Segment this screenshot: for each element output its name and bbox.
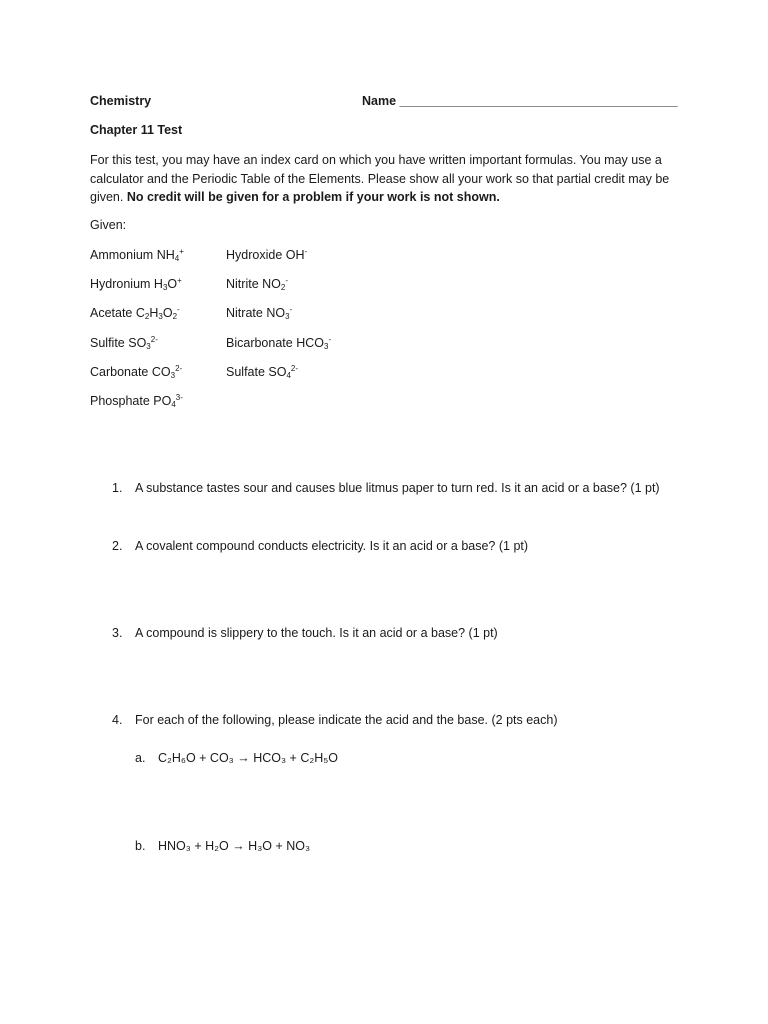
ion-bicarbonate: Bicarbonate $HCO_3^-$ xyxy=(226,335,332,351)
ion-ammonium: Ammonium $NH_4^+$ xyxy=(90,247,184,263)
ion-hydroxide: Hydroxide OH- xyxy=(226,247,308,262)
subpart-a-equation: C₂H₆O + CO₃ → HCO₃ + C₂H₅O xyxy=(158,751,338,765)
ion-acetate: Acetate $C_2H_3O_2^-$ xyxy=(90,305,180,321)
ion-nitrite: Nitrite $NO_2^-$ xyxy=(226,276,289,292)
question-2-text: A covalent compound conducts electricity. Is it an acid or a base? (1 pt) xyxy=(135,539,529,553)
question-3-number: 3. xyxy=(112,626,123,640)
ion-sulfate: Sulfate $SO_4^{2-}$ xyxy=(226,364,299,380)
name-field[interactable]: Name ________________________________________ xyxy=(362,94,678,108)
subpart-b-label: b. xyxy=(135,839,146,853)
question-4-text: For each of the following, please indicate the acid and the base. (2 pts each) xyxy=(135,713,558,727)
ion-carbonate: Carbonate $CO_3^{2-}$ xyxy=(90,364,183,380)
question-3-text: A compound is slippery to the touch. Is it an acid or a base? (1 pt) xyxy=(135,626,498,640)
ion-sulfite: Sulfite $SO_3^{2-}$ xyxy=(90,335,158,351)
subject-title: Chemistry xyxy=(90,94,152,108)
question-2-number: 2. xyxy=(112,539,123,553)
instructions-text: For this test, you may have an index card on which you have written important formulas. You may use a calculator and the Periodic Table of the Elements. Please show all your work so that partial credit may be given. xyxy=(90,153,670,204)
question-1-text: A substance tastes sour and causes blue litmus paper to turn red. Is it an acid or a base? (1 pt) xyxy=(135,481,660,495)
ion-phosphate: Phosphate $PO_4^{3-}$ xyxy=(90,393,183,409)
ion-nitrate: Nitrate $NO_3^-$ xyxy=(226,305,293,321)
question-1-number: 1. xyxy=(112,481,123,495)
subpart-b-equation: HNO₃ + H₂O → H₃O + NO₃ xyxy=(158,839,311,853)
given-label: Given: xyxy=(90,218,127,232)
ion-hydronium: Hydronium $H_3O^+$ xyxy=(90,276,182,292)
subpart-a-label: a. xyxy=(135,751,146,765)
chapter-title: Chapter 11 Test xyxy=(90,123,183,137)
instructions xyxy=(90,151,680,207)
instructions-bold: No credit will be given for a problem if your work is not shown. xyxy=(126,190,500,204)
question-4-number: 4. xyxy=(112,713,123,727)
